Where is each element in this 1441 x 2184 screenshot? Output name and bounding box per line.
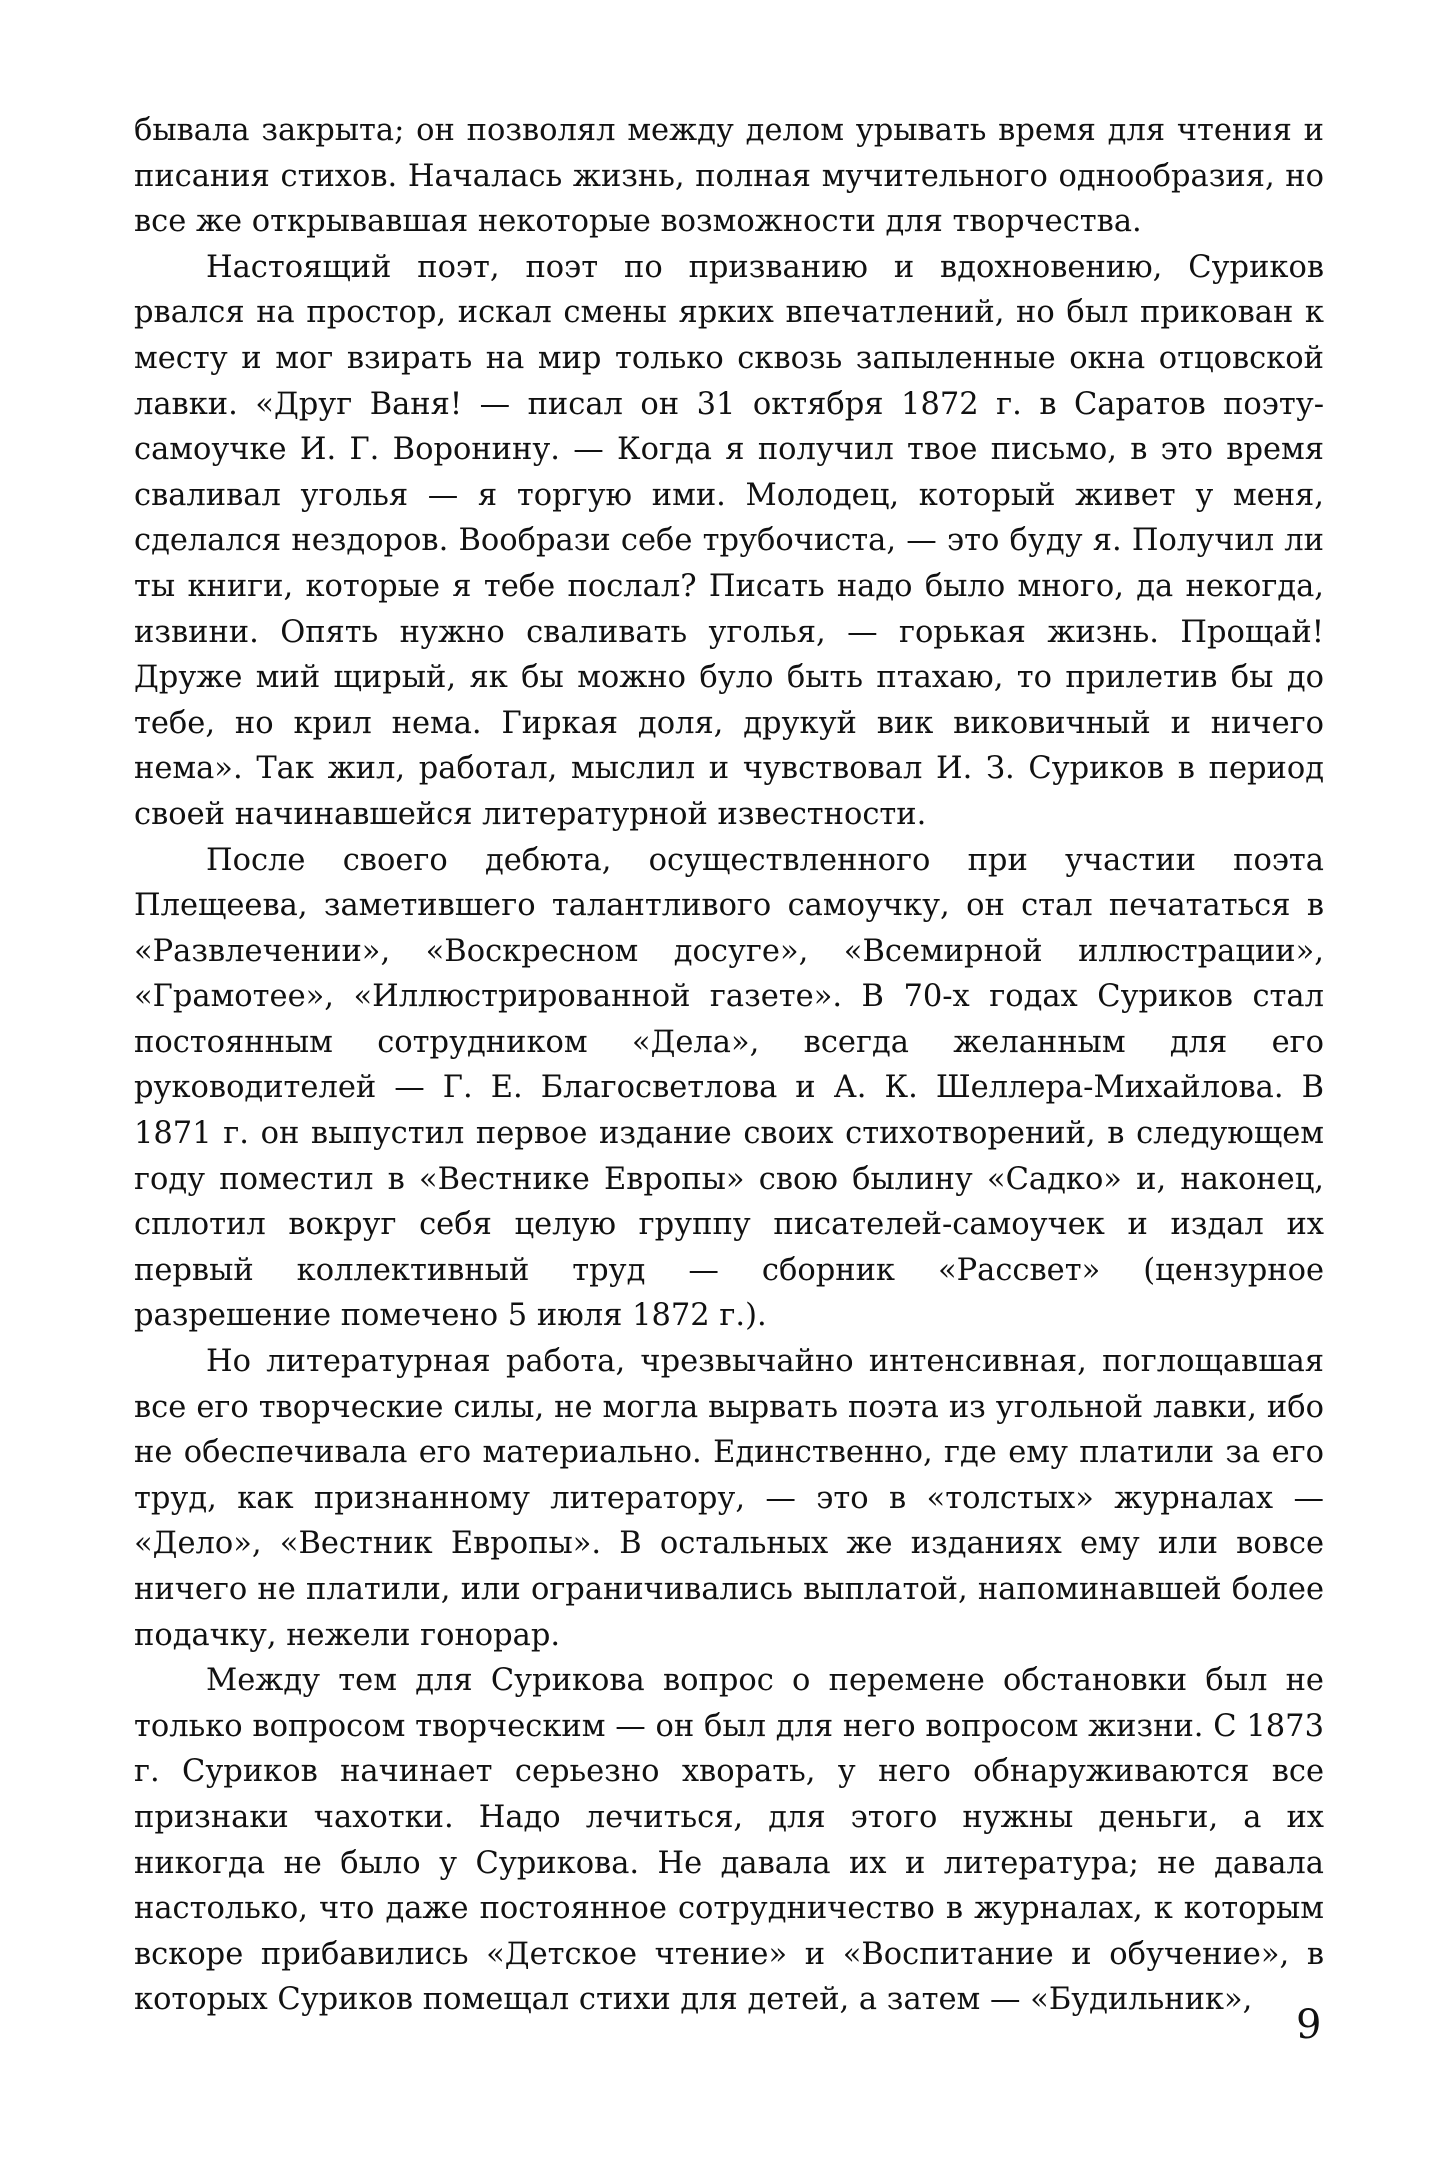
paragraph-1: бывала закрыта; он позволял между делом урывать время для чтения и писания стихов. Началась жизнь, полная мучительного однообразия, но все же открывавшая некоторые возможности для творчества. — [134, 113, 1324, 240]
page-body — [134, 108, 1324, 2023]
paragraph-3: После своего дебюта, осуществленного при участии поэта Плещеева, заметившего талантливого самоучку, он стал печататься в «Развлечении», «Воскресном досуге», «Всемирной иллюстрации», «Грамотее», «Иллюстрированной газете». В 70-х годах Суриков стал постоянным сотрудником «Дела», всегда желанным для его руководителей — Г. Е. Благосветлова и А. К. Шеллера-Михайлова. В 1871 г. он выпустил первое издание своих стихотворений, в следующем году поместил в «Вестнике Европы» свою былину «Садко» и, наконец, сплотил вокруг себя целую группу писателей-самоучек и издал их первый коллективный труд — сборник «Рассвет» (цензурное разрешение помечено 5 июля 1872 г.). — [134, 842, 1324, 1334]
paragraph-2: Настоящий поэт, поэт по призванию и вдохновению, Суриков рвался на простор, искал смены ярких впечатлений, но был прикован к месту и мог взирать на мир только сквозь запыленные окна отцовской лавки. «Друг Ваня! — писал он 31 октября 1872 г. в Саратов поэту-самоучке И. Г. Воронину. — Когда я получил твое письмо, в это время сваливал уголья — я торгую ими. Молодец, который живет у меня, сделался нездоров. Вообрази себе трубочиста, — это буду я. Получил ли ты книги, которые я тебе послал? Писать надо было много, да некогда, извини. Опять нужно сваливать уголья, — горькая жизнь. Прощай! Друже мий щирый, як бы можно було быть птахаю, то прилетив бы до тебе, но крил нема. Гиркая доля, друкуй вик виковичный и ничего нема». Так жил, работал, мыслил и чувствовал И. З. Суриков в период своей начинавшейся литературной известности. — [134, 249, 1324, 832]
paragraph-5: Между тем для Сурикова вопрос о перемене обстановки был не только вопросом творческим — он был для него вопросом жизни. С 1873 г. Суриков начинает серьезно хворать, у него обнаруживаются все признаки чахотки. Надо лечиться, для этого нужны деньги, а их никогда не было у Сурикова. Не давала их и литература; не давала настолько, что даже постоянное сотрудничество в журналах, к которым вскоре прибавились «Детское чтение» и «Воспитание и обучение», в которых Суриков помещал стихи для детей, а затем — «Будильник», — [134, 1663, 1324, 2018]
paragraph-4: Но литературная работа, чрезвычайно интенсивная, поглощавшая все его творческие силы, не могла вырвать поэта из угольной лавки, ибо не обеспечивала его материально. Единственно, где ему платили за его труд, как признанному литератору, — это в «толстых» журналах — «Дело», «Вестник Европы». В остальных же изданиях ему или вовсе ничего не платили, или ограничивались выплатой, напоминавшей более подачку, нежели гонорар. — [134, 1344, 1324, 1653]
page-number: 9 — [1296, 2002, 1322, 2048]
